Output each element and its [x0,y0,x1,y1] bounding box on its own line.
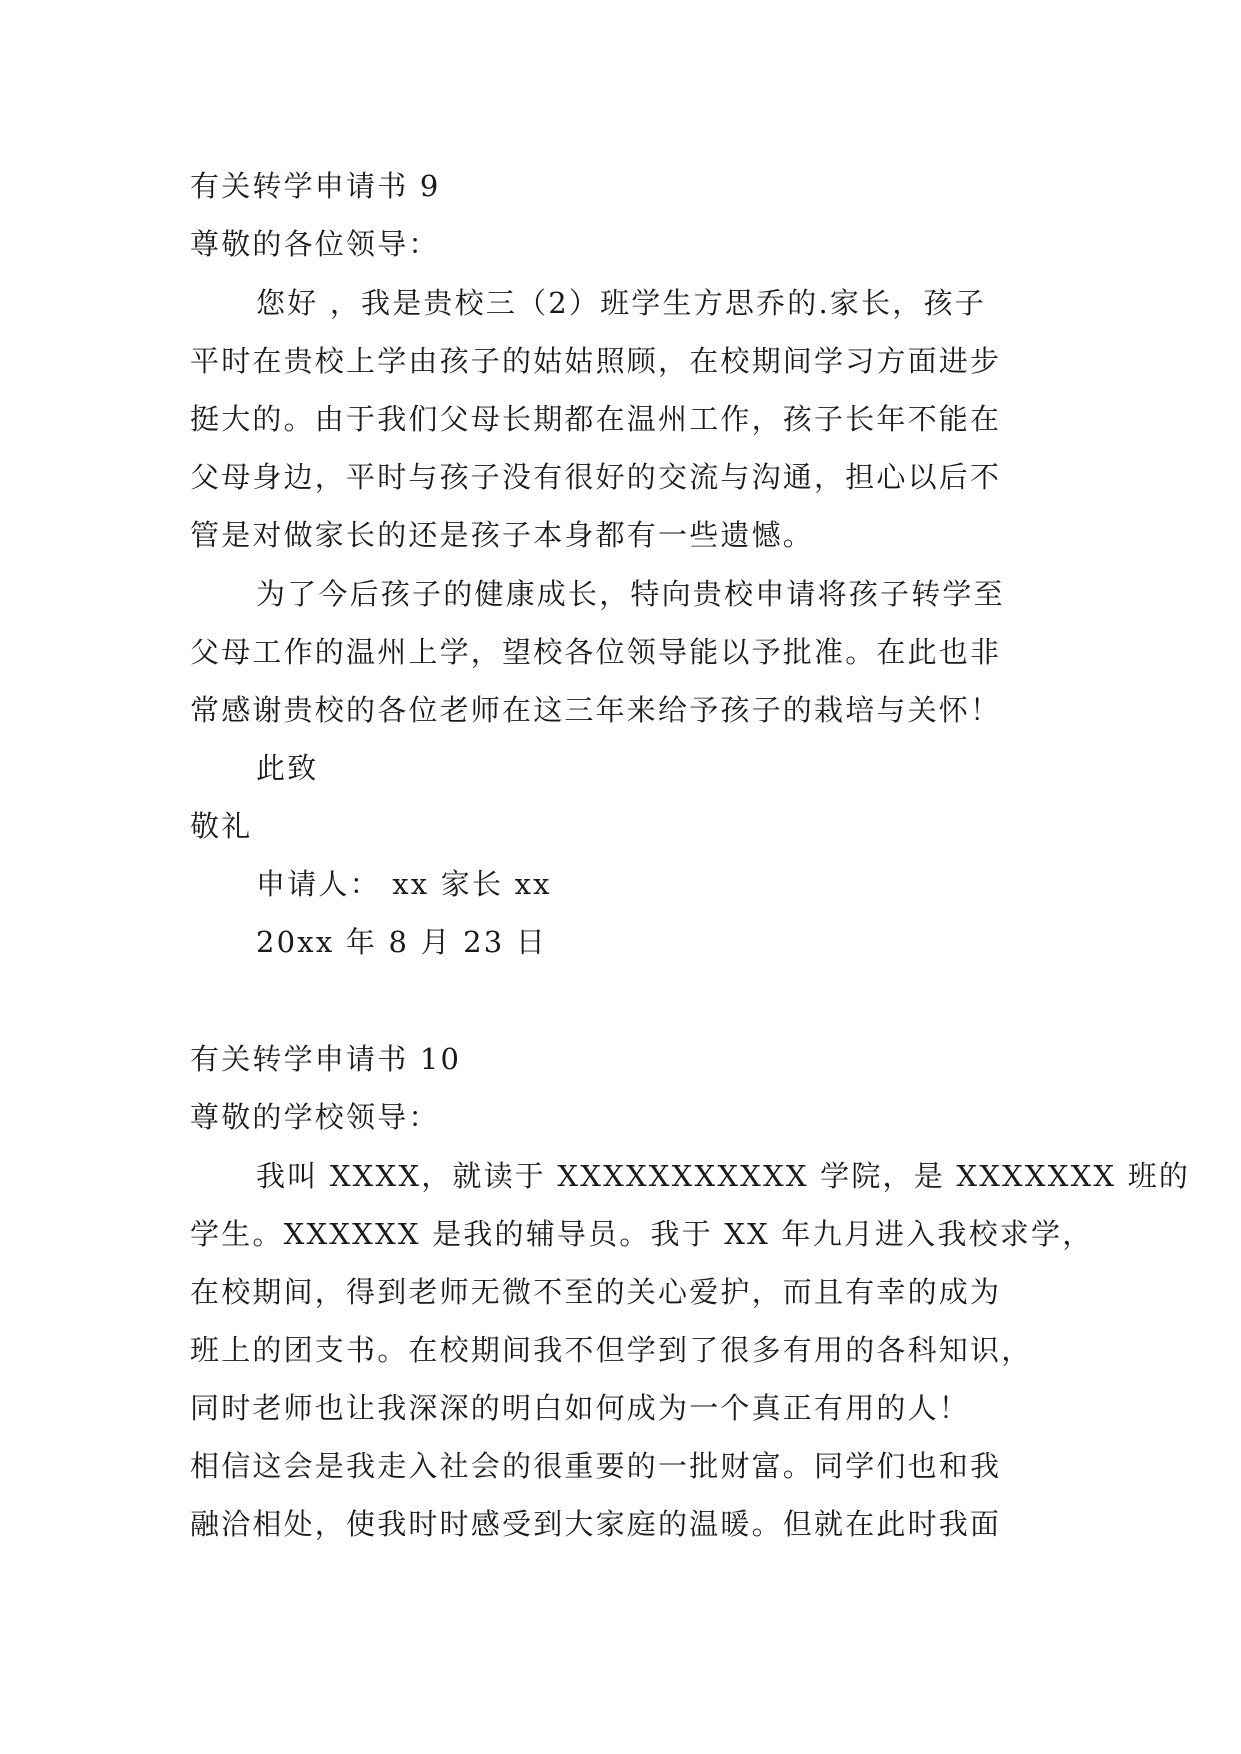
applicant-signature: 申请人： xx 家长 xx [256,867,552,901]
closing-line: 此致 [256,751,319,785]
paragraph-line: 父母身边，平时与孩子没有很好的交流与沟通，担心以后不 [190,460,1002,494]
paragraph-line: 常感谢贵校的各位老师在这三年来给予孩子的栽培与关怀！ [190,693,1002,727]
paragraph-line: 相信这会是我走入社会的很重要的一批财富。同学们也和我 [190,1449,1002,1483]
paragraph-line: 您好 ，我是贵校三（2）班学生方思乔的.家长，孩子 [256,286,986,320]
closing-line: 敬礼 [190,809,253,843]
paragraph-line: 挺大的。由于我们父母长期都在温州工作，孩子长年不能在 [190,402,1002,436]
paragraph-line: 父母工作的温州上学，望校各位领导能以予批准。在此也非 [190,635,1002,669]
paragraph-line: 平时在贵校上学由孩子的姑姑照顾，在校期间学习方面进步 [190,344,1002,378]
salutation: 尊敬的学校领导： [190,1100,440,1134]
paragraph-line: 为了今后孩子的健康成长，特向贵校申请将孩子转学至 [256,577,1005,611]
letter-date: 20xx 年 8 月 23 日 [256,925,548,959]
paragraph-line: 在校期间，得到老师无微不至的关心爱护，而且有幸的成为 [190,1275,1002,1309]
paragraph-line: 班上的团支书。在校期间我不但学到了很多有用的各科知识， [190,1333,1033,1367]
paragraph-line: 同时老师也让我深深的明白如何成为一个真正有用的人！ [190,1391,971,1425]
salutation: 尊敬的各位领导： [190,227,440,261]
paragraph-line: 融洽相处，使我时时感受到大家庭的温暖。但就在此时我面 [190,1507,1002,1541]
paragraph-line: 管是对做家长的还是孩子本身都有一些遗憾。 [190,518,815,552]
paragraph-line: 我叫 XXXX，就读于 XXXXXXXXXXX 学院，是 XXXXXXX 班的 [256,1159,1191,1193]
paragraph-line: 学生。XXXXXX 是我的辅导员。我于 XX 年九月进入我校求学， [190,1217,1094,1251]
letter-title: 有关转学申请书 9 [190,169,441,203]
letter-title: 有关转学申请书 10 [190,1042,462,1076]
